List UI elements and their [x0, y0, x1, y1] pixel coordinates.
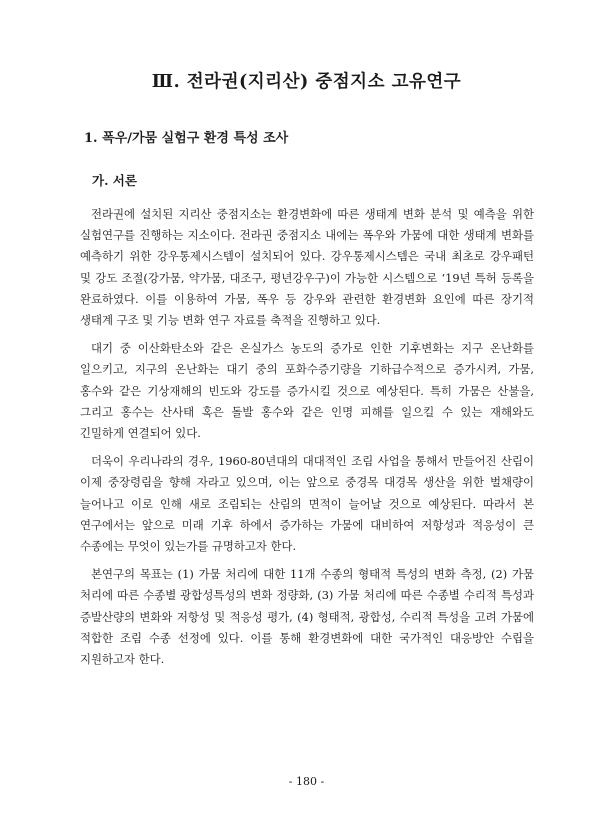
chapter-title: Ⅲ. 전라권(지리산) 중점지소 고유연구	[151, 72, 462, 92]
page-number: - 180 -	[288, 775, 325, 788]
body-text	[80, 204, 534, 677]
paragraph-intro: 전라권에 설치된 지리산 중점지소는 환경변화에 따른 생태계 변화 분석 및 예측을 위한 실험연구를 진행하는 지소이다. 전라권 중점지소 내에는 폭우와 가뭄에 대한 생태계 변화를 예측하기 위한 강우통제시스템이 설치되어 있다. 강우통제시스템은 국내 최초로 강우패턴 및 강도 조절(강가뭄, 약가뭄, 대조구, 평년강우구)이 가능한 시스템으로 ‘19년 특허 등록을 완료하였다. 이를 이용하여 가뭄, 폭우 등 강우와 관련한 환경변화 요인에 따른 장기적 생태계 구조 및 기능 변화 연구 자료를 축적을 진행하고 있다.	[80, 207, 534, 328]
paragraph-forest-context: 더욱이 우리나라의 경우, 1960-80년대의 대대적인 조림 사업을 통해서 만들어진 산림이 이제 중장령림을 향해 자라고 있으며, 이는 앞으로 중경목 대경목 생산을 위한 벌채량이 늘어나고 이로 인해 새로 조림되는 산림의 면적이 늘어날 것으로 예상된다. 따라서 본 연구에서는 앞으로 미래 기후 하에서 증가하는 가뭄에 대비하여 저항성과 적응성이 큰 수종에는 무엇이 있는가를 규명하고자 한다.	[80, 454, 534, 554]
subsection-title: 가. 서론	[92, 173, 137, 188]
paragraph-research-goals: 본연구의 목표는 (1) 가뭄 처리에 대한 11개 수종의 형태적 특성의 변화 측정, (2) 가뭄 처리에 따른 수종별 광합성특성의 변화 정량화, (3) 가뭄 처리에 따른 수종별 수리적 특성과 증발산량의 변화와 저항성 및 적응성 평가, (4) 형태적, 광합성, 수리적 특성을 고려 가뭄에 적합한 조림 수종 선정에 있다. 이를 통해 환경변화에 대한 국가적인 대응방안 수립을 지원하고자 한다.	[80, 567, 534, 667]
paragraph-climate-change: 대기 중 이산화탄소와 같은 온실가스 농도의 증가로 인한 기후변화는 지구 온난화를 일으키고, 지구의 온난화는 대기 중의 포화수증기량을 기하급수적으로 증가시켜, 가뭄, 홍수와 같은 기상재해의 빈도와 강도를 증가시킬 것으로 예상된다. 특히 가뭄은 산불을, 그리고 홍수는 산사태 혹은 돌발 홍수와 같은 인명 피해를 일으킬 수 있는 재해와도 긴밀하게 연결되어 있다.	[80, 341, 534, 441]
section-title: 1. 폭우/가뭄 실험구 환경 특성 조사	[84, 131, 289, 146]
